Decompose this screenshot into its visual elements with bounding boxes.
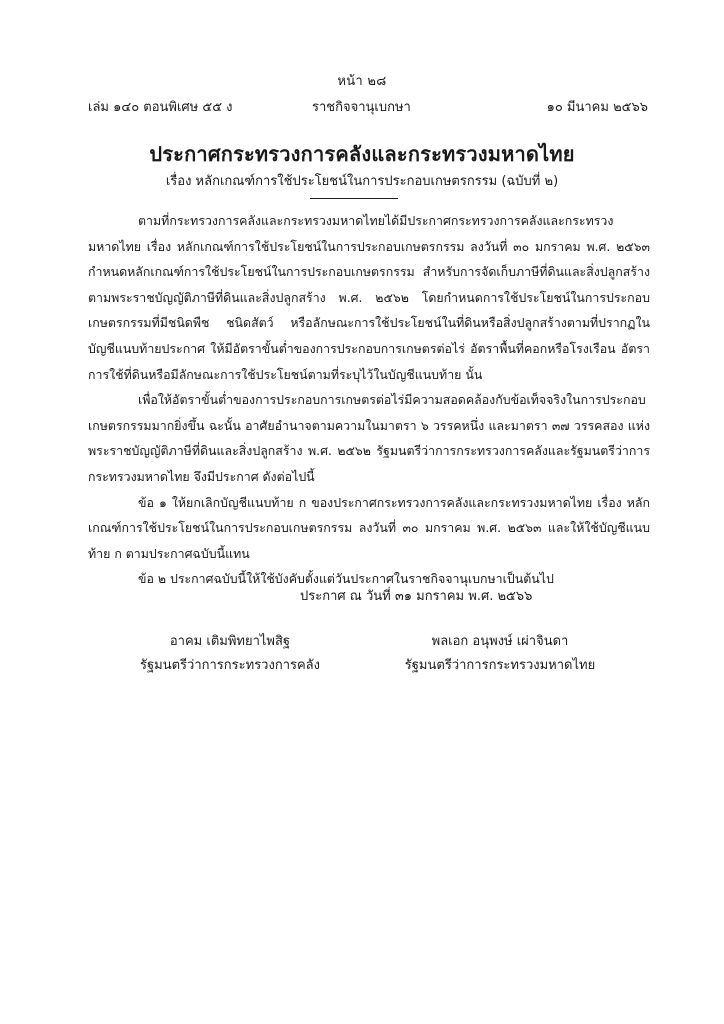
gazette-header-line bbox=[88, 96, 648, 116]
paragraph-authority: เพื่อให้อัตราขั้นต่ำของการประกอบการเกษตรต่อไร่มีความสอดคล้องกับข้อเท็จจริงในการประกอบเกษตรกรรมมากยิ่งขึ้น ฉะนั้น อาศัยอำนาจตามความในมาตรา ๖ วรรคหนึ่ง และมาตรา ๓๗ วรรคสอง แห่งพระราชบัญญัติภาษีที่ดินและสิ่งปลูกสร้าง พ.ศ. ๒๕๖๒ รัฐมนตรีว่าการกระทรวงการคลังและรัฐมนตรีว่าการกระทรวงมหาดไทย จึงมีประกาศ ดังต่อไปนี้ bbox=[88, 392, 650, 484]
signatory-name: พลเอก อนุพงษ์ เผ่าจินดา bbox=[431, 634, 569, 649]
volume-info: เล่ม ๑๔๐ ตอนพิเศษ ๕๕ ง bbox=[88, 100, 233, 115]
publication-date: ๑๐ มีนาคม ๒๕๖๖ bbox=[546, 100, 648, 115]
gazette-name: ราชกิจจานุเบกษา bbox=[312, 100, 411, 115]
signatory-name: อาคม เติมพิทยาไพสิฐ bbox=[169, 634, 291, 649]
document-body bbox=[88, 208, 650, 592]
signatory-position: รัฐมนตรีว่าการกระทรวงการคลัง bbox=[140, 658, 320, 673]
document-title: ประกาศกระทรวงการคลังและกระทรวงมหาดไทย bbox=[149, 142, 575, 166]
signature-block-interior bbox=[395, 630, 605, 678]
signature-block-finance bbox=[140, 630, 320, 678]
paragraph-clause-1: ข้อ ๑ ให้ยกเลิกบัญชีแนบท้าย ก ของประกาศกระทรวงการคลังและกระทรวงมหาดไทย เรื่อง หลักเกณฑ์การใช้ประโยชน์ในการประกอบเกษตรกรรม ลงวันที่ ๓๐ มกราคม พ.ศ. ๒๕๖๓ และให้ใช้บัญชีแนบท้าย ก ตามประกาศฉบับนี้แทน bbox=[88, 494, 650, 561]
page-number: หน้า ๒๘ bbox=[337, 74, 387, 89]
title-divider bbox=[310, 198, 398, 199]
announcement-date: ประกาศ ณ วันที่ ๓๑ มกราคม พ.ศ. ๒๕๖๖ bbox=[300, 589, 533, 604]
paragraph-clause-2: ข้อ ๒ ประกาศฉบับนี้ให้ใช้บังคับตั้งแต่วันประกาศในราชกิจจานุเบกษาเป็นต้นไป bbox=[138, 571, 554, 587]
document-subtitle: เรื่อง หลักเกณฑ์การใช้ประโยชน์ในการประกอบเกษตรกรรม (ฉบับที่ ๒) bbox=[165, 174, 559, 189]
signatory-position: รัฐมนตรีว่าการกระทรวงมหาดไทย bbox=[404, 658, 596, 673]
paragraph-preamble: ตามที่กระทรวงการคลังและกระทรวงมหาดไทยได้มีประกาศกระทรวงการคลังและกระทรวงมหาดไทย เรื่อง หลักเกณฑ์การใช้ประโยชน์ในการประกอบเกษตรกรรม ลงวันที่ ๓๐ มกราคม พ.ศ. ๒๕๖๓ กำหนดหลักเกณฑ์การใช้ประโยชน์ในการประกอบเกษตรกรรม สำหรับการจัดเก็บภาษีที่ดินและสิ่งปลูกสร้าง ตามพระราชบัญญัติภาษีที่ดินและสิ่งปลูกสร้าง พ.ศ. ๒๕๖๒ โดยกำหนดการใช้ประโยชน์ในการประกอบเกษตรกรรมที่มีชนิดพืช ชนิดสัตว์ หรือลักษณะการใช้ประโยชน์ในที่ดินหรือสิ่งปลูกสร้างตามที่ปรากฏในบัญชีแนบท้ายประกาศ ให้มีอัตราขั้นต่ำของการประกอบการเกษตรต่อไร่ อัตราพื้นที่คอกหรือโรงเรือน อัตราการใช้ที่ดินหรือมีลักษณะการใช้ประโยชน์ตามที่ระบุไว้ในบัญชีแนบท้าย นั้น bbox=[88, 213, 650, 382]
